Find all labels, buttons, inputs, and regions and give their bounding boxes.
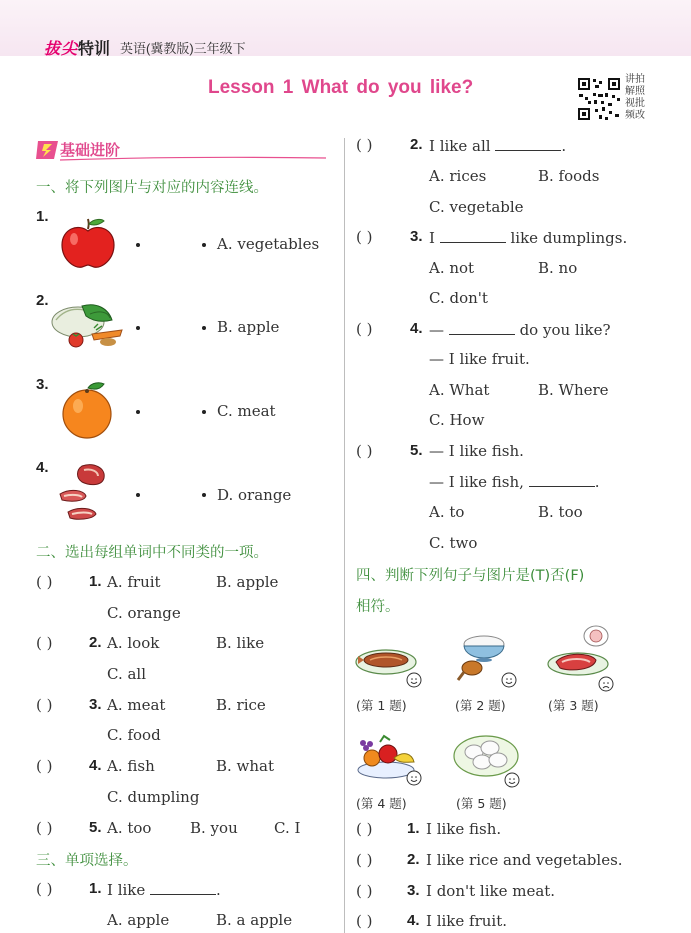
- answer-paren[interactable]: ( ): [36, 757, 53, 775]
- s3-option-a: A. rices: [429, 167, 487, 185]
- s1-option: A. vegetables: [217, 235, 320, 253]
- s1-option: D. orange: [217, 486, 292, 504]
- answer-paren[interactable]: ( ): [356, 882, 373, 900]
- s3-option-a: A. not: [429, 259, 475, 277]
- qr-caption: 讲拍解照视批频改: [625, 74, 645, 121]
- s1-option: C. meat: [217, 402, 276, 420]
- s2-item-num: 5.: [89, 819, 102, 836]
- s2-option-c: C. I: [274, 819, 301, 837]
- s2-option-a: A. fish: [107, 757, 155, 775]
- s3-option-b: B. a apple: [216, 911, 293, 929]
- s3-item-num: 3.: [410, 228, 423, 245]
- s2-item-num: 3.: [89, 696, 102, 713]
- answer-paren[interactable]: ( ): [36, 573, 53, 591]
- s2-item-num: 2.: [89, 634, 102, 651]
- fill-blank[interactable]: [495, 136, 561, 151]
- match-dot-right[interactable]: [202, 243, 206, 247]
- fill-blank[interactable]: [440, 228, 506, 243]
- s3-option-b: B. Where: [538, 381, 609, 399]
- s2-option-a: A. fruit: [107, 573, 161, 591]
- s2-option-b: B. what: [216, 757, 275, 775]
- section4-title: 四、判断下列句子与图片是(T)否(F): [356, 568, 585, 584]
- s3-option-c: C. vegetable: [429, 198, 524, 216]
- s3-q3-stem: I like dumplings.: [429, 229, 628, 247]
- s2-option-c: C. food: [107, 726, 161, 744]
- s4-item-num: 4.: [407, 912, 420, 929]
- s1-option: B. apple: [217, 318, 280, 336]
- answer-paren[interactable]: ( ): [356, 136, 373, 154]
- s2-option-a: A. meat: [107, 696, 166, 714]
- s2-option-b: B. rice: [216, 696, 266, 714]
- s2-option-b: B. you: [190, 819, 238, 837]
- basic-progress-label: 基础进阶: [60, 141, 121, 159]
- s3-option-a: A. to: [429, 503, 465, 521]
- picture-caption: (第 2 题): [455, 698, 506, 713]
- s3-option-b: B. no: [538, 259, 578, 277]
- s3-item-num: 2.: [410, 136, 423, 153]
- section3-title: 三、单项选择。: [36, 853, 138, 869]
- s2-option-c: C. all: [107, 665, 147, 683]
- s2-option-b: B. like: [216, 634, 265, 652]
- rice-chicken-icon: [452, 632, 522, 692]
- orange-icon: [60, 380, 116, 440]
- s3-option-a: A. apple: [107, 911, 170, 929]
- answer-paren[interactable]: ( ): [356, 228, 373, 246]
- brand-name: 拔尖: [44, 41, 79, 58]
- answer-paren[interactable]: ( ): [36, 880, 53, 898]
- lesson-title: Lesson 1 What do you like?: [208, 77, 474, 98]
- fruit-bowl-icon: [354, 732, 426, 788]
- s3-item-num: 5.: [410, 442, 423, 459]
- s1-item-num: 4.: [36, 459, 49, 476]
- s4-statement: I like fruit.: [426, 912, 507, 930]
- answer-paren[interactable]: ( ): [356, 820, 373, 838]
- answer-paren[interactable]: ( ): [356, 320, 373, 338]
- answer-paren[interactable]: ( ): [36, 634, 53, 652]
- s3-q4-stem: — do you like?: [429, 321, 611, 339]
- match-dot-left[interactable]: [136, 410, 140, 414]
- match-dot-left[interactable]: [136, 326, 140, 330]
- picture-caption: (第 1 题): [356, 698, 407, 713]
- s3-q5-line2: — I like fish, .: [429, 473, 600, 491]
- fish-dish-icon: [354, 636, 426, 690]
- meat-icon: [54, 462, 120, 522]
- section1-title: 一、将下列图片与对应的内容连线。: [36, 180, 268, 196]
- s1-item-num: 3.: [36, 376, 49, 393]
- s2-item-num: 1.: [89, 573, 102, 590]
- s3-q2-stem: I like all .: [429, 137, 567, 155]
- answer-paren[interactable]: ( ): [36, 819, 53, 837]
- s2-option-c: C. orange: [107, 604, 181, 622]
- s4-item-num: 2.: [407, 851, 420, 868]
- answer-paren[interactable]: ( ): [356, 442, 373, 460]
- s3-q5-stem: — I like fish.: [429, 442, 524, 460]
- match-dot-right[interactable]: [202, 410, 206, 414]
- s2-item-num: 4.: [89, 757, 102, 774]
- s2-option-a: A. look: [107, 634, 160, 652]
- section4-title-cont: 相符。: [356, 599, 400, 615]
- s1-item-num: 2.: [36, 292, 49, 309]
- picture-caption: (第 3 题): [548, 698, 599, 713]
- s3-option-c: C. two: [429, 534, 478, 552]
- s3-option-c: C. How: [429, 411, 485, 429]
- apple-icon: [58, 215, 118, 271]
- s2-option-a: A. too: [107, 819, 152, 837]
- qr-code-icon[interactable]: [576, 76, 622, 122]
- s2-option-c: C. dumpling: [107, 788, 200, 806]
- s4-item-num: 1.: [407, 820, 420, 837]
- fill-blank[interactable]: [449, 320, 515, 335]
- section2-title: 二、选出每组单词中不同类的一项。: [36, 545, 268, 561]
- match-dot-right[interactable]: [202, 326, 206, 330]
- s3-option-b: B. foods: [538, 167, 600, 185]
- s1-item-num: 1.: [36, 208, 49, 225]
- fill-blank[interactable]: [150, 880, 216, 895]
- fill-blank[interactable]: [529, 472, 595, 487]
- dumplings-icon: [452, 730, 524, 790]
- s4-statement: I like rice and vegetables.: [426, 851, 623, 869]
- s3-item-num: 1.: [89, 880, 102, 897]
- s4-statement: I like fish.: [426, 820, 502, 838]
- book-title: 英语(冀教版)三年级下: [120, 41, 246, 56]
- s2-option-b: B. apple: [216, 573, 279, 591]
- column-divider: [344, 138, 345, 933]
- s3-option-c: C. don't: [429, 289, 488, 307]
- answer-paren[interactable]: ( ): [36, 696, 53, 714]
- answer-paren[interactable]: ( ): [356, 851, 373, 869]
- s3-q4-reply: — I like fruit.: [429, 350, 530, 368]
- s4-statement: I don't like meat.: [426, 882, 556, 900]
- match-dot-left[interactable]: [136, 493, 140, 497]
- s3-q1-stem: I like .: [107, 881, 221, 899]
- picture-caption: (第 5 题): [456, 796, 507, 811]
- s4-item-num: 3.: [407, 882, 420, 899]
- s3-option-b: B. too: [538, 503, 583, 521]
- picture-caption: (第 4 题): [356, 796, 407, 811]
- match-dot-right[interactable]: [202, 493, 206, 497]
- answer-paren[interactable]: ( ): [356, 912, 373, 930]
- s3-item-num: 4.: [410, 320, 423, 337]
- vegetables-icon: [50, 300, 126, 352]
- brand-subtitle: 特训: [78, 41, 111, 58]
- match-dot-left[interactable]: [136, 243, 140, 247]
- meat-dish-icon: [546, 624, 618, 692]
- s3-option-a: A. What: [429, 381, 490, 399]
